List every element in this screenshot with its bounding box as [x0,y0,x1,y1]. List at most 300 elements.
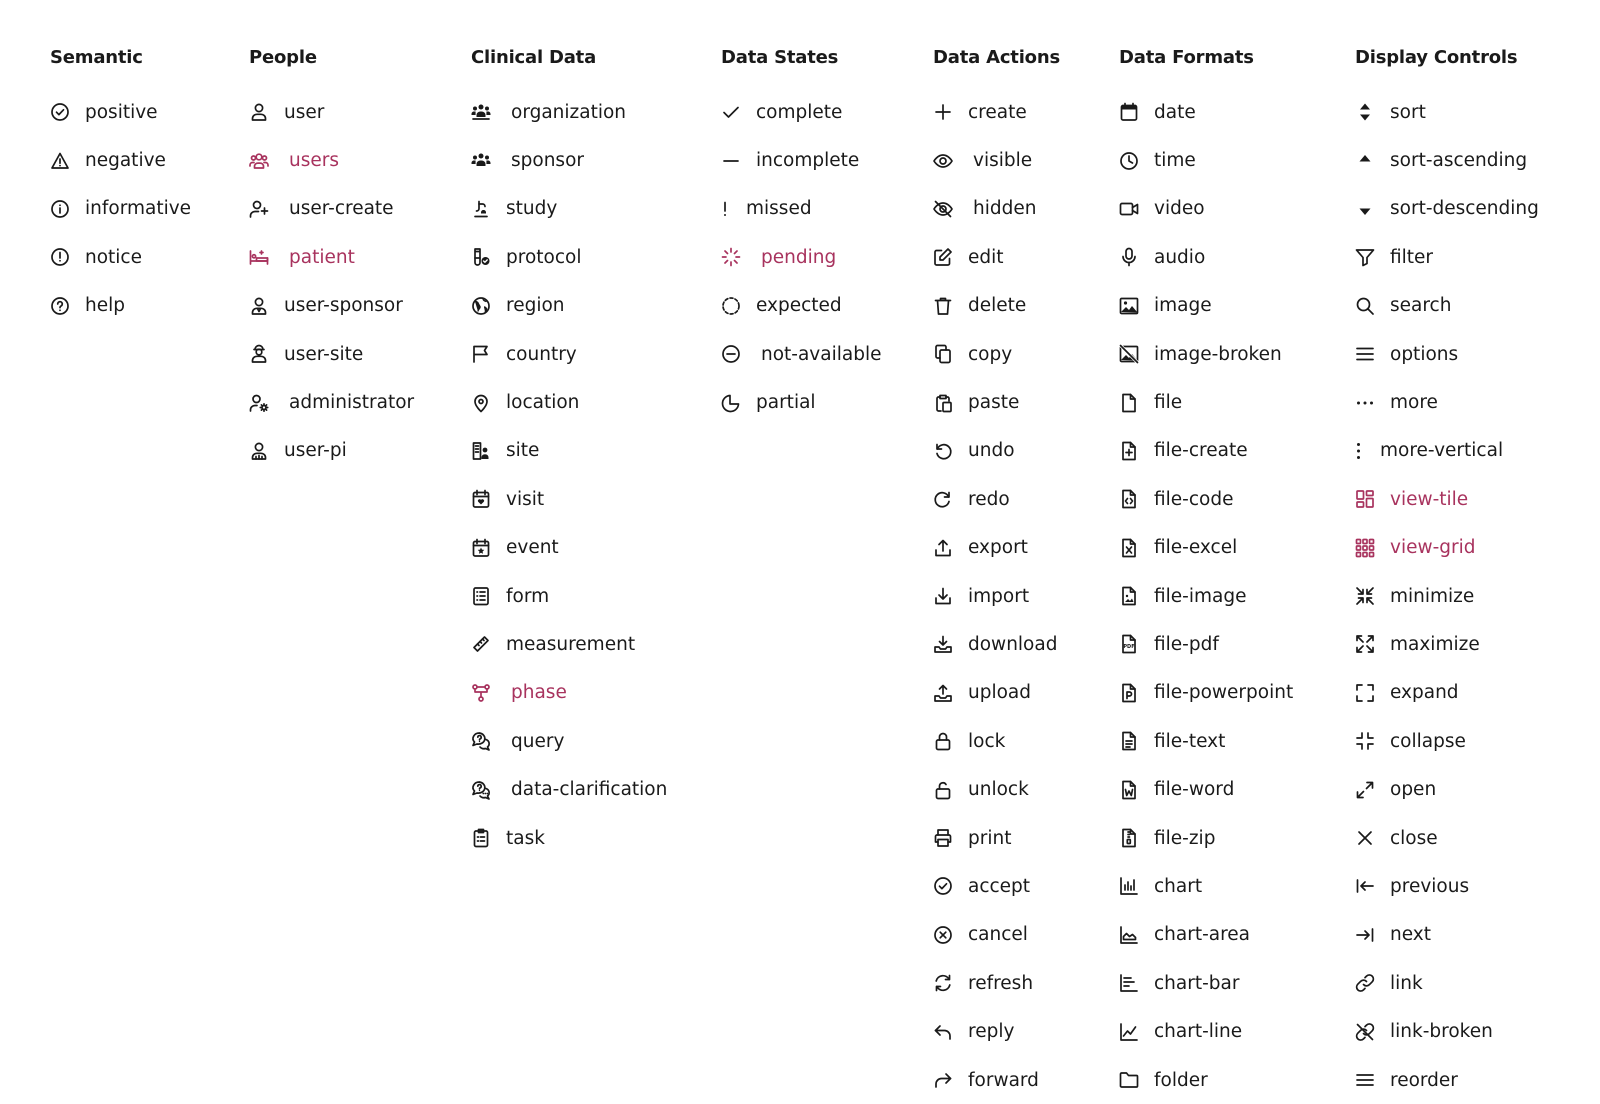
icon-label: file-excel [1154,537,1238,559]
icon-entry-visible[interactable] [933,136,1060,184]
form-list-icon [471,586,491,606]
icon-label: not-available [761,343,882,365]
icon-entry-next[interactable] [1355,911,1539,959]
icon-label: expand [1390,682,1459,704]
icon-label: time [1154,150,1196,172]
icon-label: view-tile [1390,488,1469,510]
icon-label: positive [85,101,158,123]
icon-entry-video[interactable] [1119,185,1293,233]
column-display-controls [1355,40,1539,1104]
icon-entry-patient[interactable] [249,233,414,281]
user-plus-icon [249,199,269,219]
icon-label: cancel [968,924,1028,946]
icon-entry-time[interactable] [1119,136,1293,184]
icon-label: link-broken [1390,1021,1493,1043]
icon-entry-link[interactable] [1355,959,1539,1007]
calendar-icon [1119,102,1139,122]
icon-list [721,88,881,427]
icon-label: copy [968,343,1013,365]
icon-entry-file[interactable] [1119,378,1293,426]
icon-entry-undo[interactable] [933,427,1060,475]
flag-icon [471,344,491,364]
icon-entry-incomplete[interactable] [721,136,881,184]
icon-entry-download[interactable] [933,620,1060,668]
icon-label: user [284,101,325,123]
column-title: Data Actions [933,47,1060,68]
image-broken-icon [1119,344,1139,364]
icon-label: pending [761,246,837,268]
icon-label: hidden [973,198,1037,220]
icon-label: chart-line [1154,1021,1243,1043]
expand-corners-icon [1355,683,1375,703]
icon-entry-link-broken[interactable] [1355,1007,1539,1055]
map-pin-icon [471,393,491,413]
circle-check-icon [50,102,70,122]
icon-entry-negative[interactable] [50,136,191,184]
ellipsis-vertical-icon [1355,441,1363,461]
icon-label: form [506,585,550,607]
video-camera-icon [1119,199,1139,219]
icon-entry-users[interactable] [249,136,414,184]
icon-entry-more[interactable] [1355,378,1539,426]
printer-icon [933,828,953,848]
icon-list [471,88,667,862]
icon-label: video [1154,198,1205,220]
icon-label: negative [85,150,166,172]
link-broken-icon [1355,1022,1375,1042]
icon-label: accept [968,875,1031,897]
icon-entry-print[interactable] [933,814,1060,862]
icon-label: file-powerpoint [1154,682,1294,704]
icon-entry-administrator[interactable] [249,378,414,426]
icon-entry-complete[interactable] [721,88,881,136]
organization-icon [471,102,491,122]
trash-icon [933,296,953,316]
icon-entry-sort[interactable] [1355,88,1539,136]
icon-label: collapse [1390,730,1466,752]
icon-entry-partial[interactable] [721,378,881,426]
icon-entry-search[interactable] [1355,282,1539,330]
file-plus-icon [1119,441,1139,461]
icon-label: maximize [1390,633,1480,655]
calendar-heart-icon [471,489,491,509]
svg-text:PDF: PDF [1123,644,1135,651]
sort-icon [1355,102,1375,122]
icon-label: sponsor [511,150,584,172]
icon-entry-file-image[interactable] [1119,572,1293,620]
icon-entry-not-available[interactable] [721,330,881,378]
icon-entry-chart[interactable] [1119,862,1293,910]
sort-ascending-icon [1355,151,1375,171]
icon-label: export [968,537,1028,559]
icon-label: create [968,101,1027,123]
icon-entry-paste[interactable] [933,378,1060,426]
icon-label: sort-ascending [1390,150,1528,172]
user-gear-icon [249,393,269,413]
icon-label: missed [746,198,812,220]
column-data-states [721,40,881,427]
icon-label: date [1154,101,1196,123]
icon-entry-previous[interactable] [1355,862,1539,910]
icon-label: user-create [289,198,394,220]
reply-arrow-icon [933,1022,953,1042]
file-text-icon [1119,731,1139,751]
icon-entry-audio[interactable] [1119,233,1293,281]
icon-label: import [968,585,1030,607]
icon-entry-export[interactable] [933,524,1060,572]
icon-label: next [1390,924,1431,946]
globe-icon [471,296,491,316]
partial-pie-icon [721,393,741,413]
sponsor-icon [471,151,491,171]
icon-entry-refresh[interactable] [933,959,1060,1007]
users-icon [249,151,269,171]
file-zip-icon [1119,828,1139,848]
icon-label: region [506,295,565,317]
icon-label: more [1390,392,1438,414]
user-site-icon [249,344,269,364]
arrow-to-start-icon [1355,876,1375,896]
pencil-square-icon [933,247,953,267]
icon-label: minimize [1390,585,1475,607]
hamburger-icon [1355,344,1375,364]
icon-label: user-pi [284,440,347,462]
chart-line-icon [1119,1022,1139,1042]
icon-entry-informative[interactable] [50,185,191,233]
icon-label: visit [506,488,545,510]
icon-label: undo [968,440,1015,462]
icon-entry-date[interactable] [1119,88,1293,136]
dash-icon [721,151,741,171]
icon-entry-more-vertical[interactable] [1355,427,1539,475]
icon-entry-file-code[interactable] [1119,475,1293,523]
query-bubbles-icon [471,731,491,751]
icon-entry-close[interactable] [1355,814,1539,862]
icon-entry-user-pi[interactable] [249,427,414,475]
icon-entry-measurement[interactable] [471,620,667,668]
unlock-icon [933,780,953,800]
chart-area-icon [1119,925,1139,945]
icon-entry-site[interactable] [471,427,667,475]
icon-entry-pending[interactable] [721,233,881,281]
image-icon [1119,296,1139,316]
icon-label: incomplete [756,150,860,172]
icon-label: file-word [1154,779,1235,801]
icon-label: more-vertical [1380,440,1504,462]
microphone-icon [1119,247,1139,267]
icon-entry-visit[interactable] [471,475,667,523]
icon-list [933,88,1060,1104]
icon-entry-file-text[interactable] [1119,717,1293,765]
icon-label: upload [968,682,1032,704]
patient-bed-icon [249,247,269,267]
forward-arrow-icon [933,1070,953,1090]
icon-entry-folder[interactable] [1119,1056,1293,1104]
upload-tray-icon [933,683,953,703]
icon-entry-create[interactable] [933,88,1060,136]
icon-label: view-grid [1390,537,1476,559]
user-pi-icon [249,441,269,461]
icon-entry-query[interactable] [471,717,667,765]
icon-label: user-site [284,343,364,365]
icon-label: file-image [1154,585,1247,607]
folder-icon [1119,1070,1139,1090]
maximize-arrows-icon [1355,634,1375,654]
icon-entry-options[interactable] [1355,330,1539,378]
icon-label: download [968,633,1058,655]
icon-label: query [511,730,565,752]
icon-entry-upload[interactable] [933,669,1060,717]
icon-entry-view-grid[interactable] [1355,524,1539,572]
icon-label: close [1390,827,1438,849]
icon-entry-forward[interactable] [933,1056,1060,1104]
open-diagonal-icon [1355,780,1375,800]
icon-entry-phase[interactable] [471,669,667,717]
icon-label: previous [1390,875,1470,897]
search-icon [1355,296,1375,316]
icon-entry-expand[interactable] [1355,669,1539,717]
redo-icon [933,489,953,509]
icon-label: file-zip [1154,827,1216,849]
icon-entry-reorder[interactable] [1355,1056,1539,1104]
icon-entry-chart-bar[interactable] [1119,959,1293,1007]
ruler-icon [471,634,491,654]
column-title: Semantic [50,47,143,68]
icon-entry-protocol[interactable] [471,233,667,281]
icon-entry-unlock[interactable] [933,765,1060,813]
icon-label: file-text [1154,730,1226,752]
accept-circle-icon [933,876,953,896]
arrow-to-end-icon [1355,925,1375,945]
undo-icon [933,441,953,461]
clipboard-task-icon [471,828,491,848]
icon-entry-file-create[interactable] [1119,427,1293,475]
icon-label: informative [85,198,192,220]
icon-label: refresh [968,972,1034,994]
dashed-circle-icon [721,296,741,316]
icon-label: folder [1154,1069,1208,1091]
column-title: People [249,47,317,68]
icon-entry-reply[interactable] [933,1007,1060,1055]
icon-label: chart [1154,875,1203,897]
column-people [249,40,414,475]
icon-entry-country[interactable] [471,330,667,378]
icon-label: location [506,392,580,414]
icon-label: options [1390,343,1459,365]
study-icon [471,199,491,219]
icon-entry-user-create[interactable] [249,185,414,233]
info-circle-icon [50,199,70,219]
icon-entry-chart-line[interactable] [1119,1007,1293,1055]
icon-label: file-code [1154,488,1234,510]
filter-funnel-icon [1355,247,1375,267]
icon-label: chart-area [1154,924,1251,946]
cancel-circle-icon [933,925,953,945]
icon-entry-positive[interactable] [50,88,191,136]
import-icon [933,586,953,606]
icon-label: search [1390,295,1452,317]
icon-label: chart-bar [1154,972,1240,994]
icon-label: study [506,198,558,220]
icon-label: users [289,150,339,172]
chart-icon [1119,876,1139,896]
icon-entry-study[interactable] [471,185,667,233]
link-icon [1355,973,1375,993]
icon-entry-sort-ascending[interactable] [1355,136,1539,184]
file-code-icon [1119,489,1139,509]
icon-entry-data-clarification[interactable] [471,765,667,813]
icon-entry-event[interactable] [471,524,667,572]
icon-label: user-sponsor [284,295,403,317]
icon-list [1119,88,1293,1104]
icon-entry-copy[interactable] [933,330,1060,378]
file-excel-icon [1119,538,1139,558]
icon-entry-open[interactable] [1355,765,1539,813]
icon-entry-collapse[interactable] [1355,717,1539,765]
icon-entry-accept[interactable] [933,862,1060,910]
sort-descending-icon [1355,199,1375,219]
icon-entry-notice[interactable] [50,233,191,281]
icon-entry-location[interactable] [471,378,667,426]
file-pdf-icon [1119,634,1139,654]
column-title: Data Formats [1119,47,1254,68]
icon-entry-cancel[interactable] [933,911,1060,959]
minus-circle-icon [721,344,741,364]
icon-label: filter [1390,246,1434,268]
icon-entry-lock[interactable] [933,717,1060,765]
export-icon [933,538,953,558]
file-image-icon [1119,586,1139,606]
clarification-bubbles-icon [471,780,491,800]
download-tray-icon [933,634,953,654]
icon-label: sort [1390,101,1426,123]
icon-label: image [1154,295,1212,317]
icon-entry-task[interactable] [471,814,667,862]
icon-label: delete [968,295,1027,317]
icon-label: reorder [1390,1069,1458,1091]
icon-entry-user-sponsor[interactable] [249,282,414,330]
icon-entry-form[interactable] [471,572,667,620]
icon-label: file-create [1154,440,1248,462]
collapse-corners-icon [1355,731,1375,751]
icon-list [1355,88,1539,1104]
icon-entry-expected[interactable] [721,282,881,330]
eye-icon [933,151,953,171]
icon-label: link [1390,972,1423,994]
icon-entry-minimize[interactable] [1355,572,1539,620]
view-grid-icon [1355,538,1375,558]
icon-entry-view-tile[interactable] [1355,475,1539,523]
icon-label: forward [968,1069,1039,1091]
column-data-formats [1119,40,1293,1104]
column-data-actions [933,40,1060,1104]
icon-entry-filter[interactable] [1355,233,1539,281]
icon-entry-import[interactable] [933,572,1060,620]
column-title: Clinical Data [471,47,597,68]
eye-off-icon [933,199,953,219]
checkmark-icon [721,102,741,122]
warning-triangle-icon [50,151,70,171]
icon-entry-image-broken[interactable] [1119,330,1293,378]
icon-entry-maximize[interactable] [1355,620,1539,668]
user-sponsor-icon [249,296,269,316]
column-title: Display Controls [1355,47,1518,68]
icon-entry-delete[interactable] [933,282,1060,330]
user-icon [249,102,269,122]
icon-entry-image[interactable] [1119,282,1293,330]
icon-label: site [506,440,540,462]
icon-entry-file-zip[interactable] [1119,814,1293,862]
icon-entry-help[interactable] [50,282,191,330]
icon-label: open [1390,779,1437,801]
icon-entry-chart-area[interactable] [1119,911,1293,959]
icon-entry-hidden[interactable] [933,185,1060,233]
question-circle-icon [50,296,70,316]
icon-entry-user[interactable] [249,88,414,136]
icon-label: event [506,537,559,559]
icon-label: patient [289,246,355,268]
clock-icon [1119,151,1139,171]
column-semantic [50,40,191,330]
icon-label: paste [968,392,1020,414]
exclamation-circle-icon [50,247,70,267]
reorder-lines-icon [1355,1070,1375,1090]
icon-entry-file-powerpoint[interactable] [1119,669,1293,717]
icon-entry-file-excel[interactable] [1119,524,1293,572]
icon-label: visible [973,150,1033,172]
icon-label: image-broken [1154,343,1282,365]
exclamation-icon [721,199,729,219]
icon-entry-sponsor[interactable] [471,136,667,184]
icon-label: protocol [506,246,582,268]
icon-entry-organization[interactable] [471,88,667,136]
icon-label: measurement [506,633,636,655]
icon-label: file [1154,392,1183,414]
chart-bar-icon [1119,973,1139,993]
protocol-icon [471,247,491,267]
icon-label: unlock [968,779,1029,801]
column-title: Data States [721,47,839,68]
lock-icon [933,731,953,751]
paste-icon [933,393,953,413]
icon-label: partial [756,392,816,414]
ellipsis-horizontal-icon [1355,393,1375,413]
icon-label: help [85,295,125,317]
icon-label: lock [968,730,1006,752]
icon-label: sort-descending [1390,198,1539,220]
calendar-star-icon [471,538,491,558]
icon-label: phase [511,682,567,704]
icon-entry-missed[interactable] [721,185,881,233]
icon-entry-redo[interactable] [933,475,1060,523]
icon-entry-sort-descending[interactable] [1355,185,1539,233]
file-word-icon [1119,780,1139,800]
view-tile-icon [1355,489,1375,509]
icon-label: notice [85,246,142,268]
icon-label: organization [511,101,627,123]
icon-entry-edit[interactable] [933,233,1060,281]
icon-label: file-pdf [1154,633,1219,655]
icon-list [50,88,191,330]
icon-entry-user-site[interactable] [249,330,414,378]
icon-label: data-clarification [511,779,668,801]
file-powerpoint-icon [1119,683,1139,703]
close-x-icon [1355,828,1375,848]
icon-entry-file-word[interactable] [1119,765,1293,813]
icon-entry-file-pdf[interactable] [1119,620,1293,668]
icon-entry-region[interactable] [471,282,667,330]
spinner-icon [721,247,741,267]
